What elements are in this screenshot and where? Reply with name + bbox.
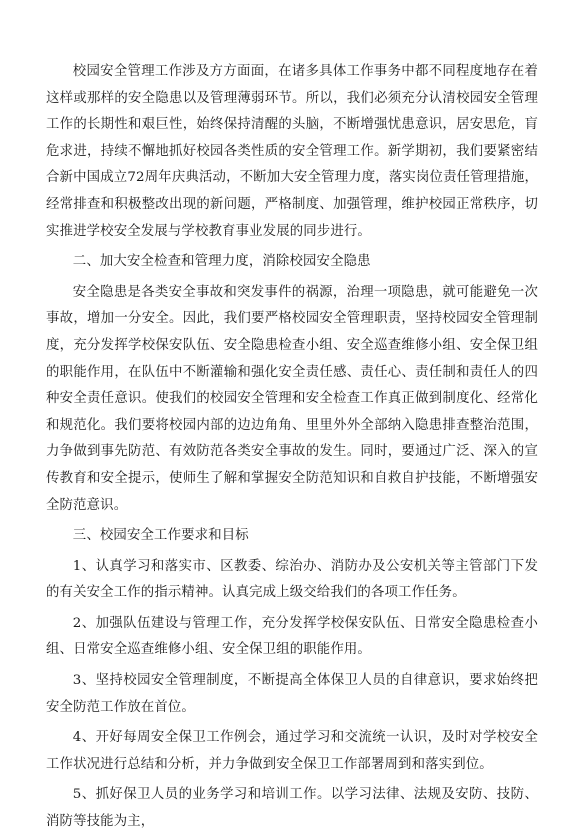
list-item-4: 4、开好每周安全保卫工作例会，通过学习和交流统一认识，及时对学校安全工作状况进行总结和分析，并力争做到安全保卫工作部署周到和落实到位。 <box>46 730 538 772</box>
list-item-1: 1、认真学习和落实市、区教委、综治办、消防办及公安机关等主管部门下发的有关安全工作的指示精神。认真完成上级交给我们的各项工作任务。 <box>46 558 538 601</box>
list-item-3: 3、坚持校园安全管理制度，不断提高全体保卫人员的自律意识，要求始终把安全防范工作放在首位。 <box>46 673 538 715</box>
list-item-5: 5、抓好保卫人员的业务学习和培训工作。以学习法律、法规及安防、技防、消防等技能为主， <box>46 787 538 830</box>
section-heading-3: 三、校园安全工作要求和目标 <box>72 528 249 544</box>
list-item-2: 2、加强队伍建设与管理工作，充分发挥学校保安队伍、日常安全隐患检查小组、日常安全巡查维修小组、安全保卫组的职能作用。 <box>46 615 538 658</box>
section-heading-2: 二、加大安全检查和管理力度，消除校园安全隐患 <box>72 254 371 270</box>
paragraph-section-2: 安全隐患是各类安全事故和突发事件的祸源，治理一项隐患，就可能避免一次事故，增加一分安全。因此，我们要严格校园安全管理职责，坚持校园安全管理制度，充分发挥学校保安队伍、安全隐患检查小组、安全巡查维修小组、安全保卫组的职能作用，在队伍中不断灌输和强化安全责任感、责任心、责任制和责任人的四种安全责任意识。使我们的校园安全管理和安全检查工作真正做到制度化、经常化和规范化。我们要将校园内部的边边角角、里里外外全部纳入隐患排查整治范围，力争做到事先防范、有效防范各类安全事故的发生。同时，要通过广泛、深入的宣传教育和安全提示，使师生了解和掌握安全防范知识和自救自护技能，不断增强安全防范意识。 <box>46 284 538 513</box>
paragraph-intro: 校园安全管理工作涉及方方面面，在诸多具体工作事务中都不同程度地存在着这样或那样的安全隐患以及管理薄弱环节。所以，我们必须充分认清校园安全管理工作的长期性和艰巨性，始终保持清醒的头脑，不断增强忧患意识，居安思危，肓危求进，持续不懈地抓好校园各类性质的安全管理工作。新学期初，我们要紧密结合新中国成立72周年庆典活动，不断加大安全管理力度，落实岗位责任管理措施，经常排查和积极整改出现的新问题，严格制度、加强管理，维护校园正常秩序，切实推进学校安全发展与学校教育事业发展的同步进行。 <box>46 64 538 239</box>
